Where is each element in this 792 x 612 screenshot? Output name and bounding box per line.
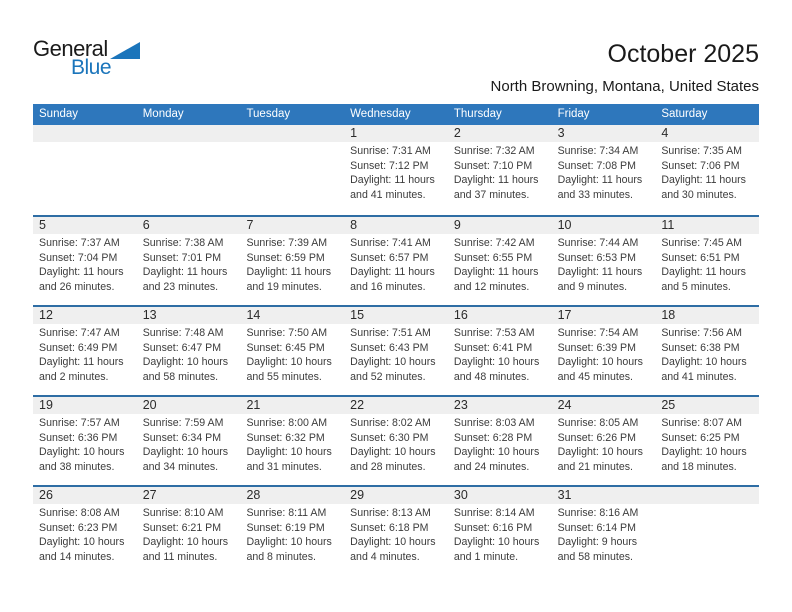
- day-number: 6: [137, 217, 241, 234]
- sun-info-line: and 14 minutes.: [39, 550, 115, 563]
- day-cell-4: [655, 125, 759, 215]
- sun-info-line: Sunset: 6:43 PM: [350, 341, 429, 354]
- sun-info-line: and 48 minutes.: [453, 370, 530, 383]
- sun-info-line: Sunrise: 8:13 AM: [350, 507, 431, 519]
- sun-info-line: and 33 minutes.: [557, 188, 633, 201]
- sun-info-line: Sunrise: 7:32 AM: [453, 145, 535, 157]
- sun-info-line: Daylight: 11 hours: [39, 266, 124, 279]
- day-cell-29: [344, 487, 448, 575]
- day-number: 15: [344, 307, 448, 324]
- sun-info-line: Daylight: 11 hours: [142, 266, 228, 279]
- sun-info-line: and 58 minutes.: [142, 370, 219, 383]
- sun-info-line: and 12 minutes.: [453, 280, 530, 293]
- logo-text-general: General: [33, 36, 108, 61]
- calendar-grid: [33, 104, 759, 575]
- day-sun-info: [33, 234, 137, 294]
- day-sun-info: [552, 324, 656, 384]
- day-sun-info: [552, 142, 656, 202]
- sun-info-line: Sunset: 6:47 PM: [142, 341, 222, 354]
- day-sun-info: [552, 414, 656, 474]
- sun-info-line: Sunrise: 8:08 AM: [39, 507, 120, 519]
- day-number: 13: [137, 307, 241, 324]
- day-sun-info: [448, 324, 552, 384]
- sun-info-line: Daylight: 11 hours: [453, 266, 539, 279]
- sun-info-line: and 21 minutes.: [557, 460, 633, 473]
- sun-info-line: Sunrise: 7:53 AM: [453, 327, 535, 339]
- sun-info-line: and 2 minutes.: [39, 370, 109, 383]
- day-cell-17: [552, 307, 656, 395]
- day-number: [137, 125, 241, 142]
- day-cell-27: [137, 487, 241, 575]
- sun-info-line: and 4 minutes.: [350, 550, 420, 563]
- sun-info-line: Daylight: 10 hours: [39, 536, 125, 549]
- sun-info-line: Daylight: 10 hours: [557, 446, 643, 459]
- day-sun-info: [240, 414, 344, 474]
- sun-info-line: and 26 minutes.: [39, 280, 115, 293]
- general-blue-logo: [33, 38, 163, 84]
- day-number: 31: [552, 487, 656, 504]
- day-sun-info: [655, 414, 759, 474]
- page-title: October 2025: [607, 40, 759, 68]
- weekday-header-thursday: Thursday: [453, 108, 502, 120]
- day-sun-info: [240, 142, 344, 144]
- sun-info-line: Sunrise: 7:37 AM: [39, 237, 120, 249]
- sun-info-line: Sunrise: 7:51 AM: [350, 327, 431, 339]
- day-number: 22: [344, 397, 448, 414]
- sun-info-line: Sunrise: 7:56 AM: [661, 327, 742, 339]
- week-row: [33, 125, 759, 215]
- sun-info-line: Sunrise: 7:35 AM: [661, 145, 742, 157]
- sun-info-line: Sunrise: 8:16 AM: [557, 507, 639, 519]
- day-number: 16: [448, 307, 552, 324]
- sun-info-line: Sunset: 6:28 PM: [453, 431, 533, 444]
- day-sun-info: [240, 504, 344, 564]
- sun-info-line: and 41 minutes.: [661, 370, 737, 383]
- sun-info-line: Sunrise: 7:34 AM: [557, 145, 639, 157]
- day-number: 5: [33, 217, 137, 234]
- day-number: 23: [448, 397, 552, 414]
- day-sun-info: [552, 234, 656, 294]
- day-number: [33, 125, 137, 142]
- sun-info-line: Daylight: 10 hours: [246, 446, 332, 459]
- weekday-header-friday: Friday: [557, 108, 590, 120]
- day-sun-info: [33, 504, 137, 564]
- day-cell-30: [448, 487, 552, 575]
- day-cell-empty: [33, 125, 137, 215]
- sun-info-line: Daylight: 9 hours: [557, 536, 638, 549]
- day-sun-info: [137, 324, 241, 384]
- day-cell-23: [448, 397, 552, 485]
- sun-info-line: Daylight: 10 hours: [453, 446, 540, 459]
- sun-info-line: and 1 minute.: [453, 550, 519, 563]
- day-sun-info: [137, 142, 241, 144]
- sun-info-line: Daylight: 10 hours: [350, 446, 436, 459]
- sun-info-line: Sunrise: 8:07 AM: [661, 417, 742, 429]
- sun-info-line: Daylight: 11 hours: [661, 266, 746, 279]
- sun-info-line: and 11 minutes.: [142, 550, 218, 563]
- sun-info-line: and 5 minutes.: [661, 280, 731, 293]
- sun-info-line: Daylight: 11 hours: [350, 266, 435, 279]
- sun-info-line: Sunrise: 7:54 AM: [557, 327, 639, 339]
- day-cell-28: [240, 487, 344, 575]
- sun-info-line: and 9 minutes.: [557, 280, 628, 293]
- day-cell-15: [344, 307, 448, 395]
- day-number: 11: [655, 217, 759, 234]
- day-number: 27: [137, 487, 241, 504]
- sun-info-line: Daylight: 10 hours: [453, 536, 540, 549]
- sun-info-line: Daylight: 11 hours: [39, 356, 124, 369]
- sun-info-line: Sunset: 6:18 PM: [350, 521, 429, 534]
- sun-info-line: and 28 minutes.: [350, 460, 426, 473]
- day-cell-11: [655, 217, 759, 305]
- day-sun-info: [137, 234, 241, 294]
- sun-info-line: Sunset: 6:30 PM: [350, 431, 429, 444]
- sun-info-line: and 52 minutes.: [350, 370, 426, 383]
- day-cell-empty: [137, 125, 241, 215]
- sun-info-line: and 18 minutes.: [661, 460, 737, 473]
- weekday-header-saturday: Saturday: [661, 108, 708, 120]
- sun-info-line: Sunrise: 8:03 AM: [453, 417, 535, 429]
- sun-info-line: Sunset: 7:06 PM: [661, 159, 740, 172]
- sun-info-line: and 16 minutes.: [350, 280, 426, 293]
- sun-info-line: Sunrise: 8:00 AM: [246, 417, 328, 429]
- sun-info-line: and 38 minutes.: [39, 460, 115, 473]
- day-sun-info: [33, 324, 137, 384]
- day-cell-20: [137, 397, 241, 485]
- sun-info-line: Sunset: 6:36 PM: [39, 431, 118, 444]
- sun-info-line: Sunset: 6:14 PM: [557, 521, 636, 534]
- day-number: 26: [33, 487, 137, 504]
- sun-info-line: Daylight: 10 hours: [350, 536, 436, 549]
- day-cell-19: [33, 397, 137, 485]
- sun-info-line: and 55 minutes.: [246, 370, 322, 383]
- sun-info-line: Sunset: 7:04 PM: [39, 251, 118, 264]
- day-sun-info: [33, 142, 137, 144]
- day-cell-6: [137, 217, 241, 305]
- day-cell-22: [344, 397, 448, 485]
- week-row: [33, 305, 759, 395]
- sun-info-line: Sunset: 6:55 PM: [453, 251, 533, 264]
- day-sun-info: [448, 504, 552, 564]
- sun-info-line: Sunset: 6:45 PM: [246, 341, 325, 354]
- day-cell-7: [240, 217, 344, 305]
- day-number: 12: [33, 307, 137, 324]
- day-cell-3: [552, 125, 656, 215]
- sun-info-line: and 8 minutes.: [246, 550, 316, 563]
- day-sun-info: [33, 414, 137, 474]
- day-sun-info: [344, 234, 448, 294]
- sun-info-line: Sunrise: 7:50 AM: [246, 327, 328, 339]
- weekday-header-sunday: Sunday: [39, 108, 79, 120]
- sun-info-line: Daylight: 11 hours: [350, 174, 435, 187]
- sun-info-line: Sunrise: 7:45 AM: [661, 237, 742, 249]
- day-number: [655, 487, 759, 504]
- sun-info-line: Daylight: 10 hours: [39, 446, 125, 459]
- day-number: 20: [137, 397, 241, 414]
- day-sun-info: [448, 142, 552, 202]
- sun-info-line: Daylight: 10 hours: [661, 356, 747, 369]
- day-sun-info: [344, 324, 448, 384]
- day-number: [240, 125, 344, 142]
- day-sun-info: [240, 324, 344, 384]
- sun-info-line: Sunset: 6:19 PM: [246, 521, 325, 534]
- day-sun-info: [344, 414, 448, 474]
- day-cell-16: [448, 307, 552, 395]
- sun-info-line: Sunrise: 7:41 AM: [350, 237, 431, 249]
- day-sun-info: [137, 504, 241, 564]
- day-cell-31: [552, 487, 656, 575]
- day-number: 1: [344, 125, 448, 142]
- day-cell-14: [240, 307, 344, 395]
- sun-info-line: Sunset: 6:51 PM: [661, 251, 740, 264]
- sun-info-line: Daylight: 11 hours: [557, 266, 643, 279]
- sun-info-line: Sunset: 6:25 PM: [661, 431, 740, 444]
- sun-info-line: Daylight: 10 hours: [557, 356, 643, 369]
- day-number: 30: [448, 487, 552, 504]
- sun-info-line: and 41 minutes.: [350, 188, 426, 201]
- sun-info-line: and 31 minutes.: [246, 460, 322, 473]
- sun-info-line: Daylight: 10 hours: [246, 536, 332, 549]
- sun-info-line: Sunset: 7:12 PM: [350, 159, 429, 172]
- sun-info-line: and 19 minutes.: [246, 280, 322, 293]
- sun-info-line: and 34 minutes.: [142, 460, 219, 473]
- day-cell-26: [33, 487, 137, 575]
- day-sun-info: [448, 234, 552, 294]
- week-row: [33, 215, 759, 305]
- day-sun-info: [344, 142, 448, 202]
- sun-info-line: Daylight: 11 hours: [246, 266, 332, 279]
- sun-info-line: Sunrise: 7:42 AM: [453, 237, 535, 249]
- sun-info-line: Sunset: 6:16 PM: [453, 521, 533, 534]
- sun-info-line: Daylight: 11 hours: [557, 174, 643, 187]
- day-number: 3: [552, 125, 656, 142]
- sun-info-line: Sunrise: 7:31 AM: [350, 145, 431, 157]
- day-number: 14: [240, 307, 344, 324]
- day-sun-info: [240, 234, 344, 294]
- sun-info-line: Sunrise: 8:14 AM: [453, 507, 535, 519]
- day-sun-info: [655, 504, 759, 506]
- sun-info-line: Sunrise: 8:05 AM: [557, 417, 639, 429]
- logo-text-blue: Blue: [71, 56, 112, 79]
- weekday-header-row: [33, 104, 759, 125]
- sun-info-line: Sunrise: 7:47 AM: [39, 327, 120, 339]
- sun-info-line: Daylight: 10 hours: [142, 446, 229, 459]
- day-number: 28: [240, 487, 344, 504]
- day-number: 4: [655, 125, 759, 142]
- day-number: 19: [33, 397, 137, 414]
- day-cell-empty: [655, 487, 759, 575]
- sun-info-line: Daylight: 10 hours: [246, 356, 332, 369]
- day-number: 25: [655, 397, 759, 414]
- day-number: 24: [552, 397, 656, 414]
- day-sun-info: [655, 234, 759, 294]
- day-sun-info: [655, 324, 759, 384]
- day-cell-9: [448, 217, 552, 305]
- sun-info-line: Sunrise: 7:48 AM: [142, 327, 224, 339]
- sun-info-line: Daylight: 11 hours: [453, 174, 539, 187]
- sun-info-line: Sunset: 7:08 PM: [557, 159, 636, 172]
- day-cell-24: [552, 397, 656, 485]
- day-number: 18: [655, 307, 759, 324]
- sun-info-line: and 37 minutes.: [453, 188, 530, 201]
- sun-info-line: Sunrise: 7:44 AM: [557, 237, 639, 249]
- sun-info-line: Sunset: 6:41 PM: [453, 341, 533, 354]
- sun-info-line: Sunset: 6:38 PM: [661, 341, 740, 354]
- day-sun-info: [344, 504, 448, 564]
- sun-info-line: Sunset: 6:34 PM: [142, 431, 222, 444]
- sun-info-line: Sunset: 6:39 PM: [557, 341, 636, 354]
- sun-info-line: Daylight: 10 hours: [142, 356, 229, 369]
- sun-info-line: Daylight: 10 hours: [142, 536, 229, 549]
- sun-info-line: Sunset: 7:01 PM: [142, 251, 222, 264]
- day-sun-info: [137, 414, 241, 474]
- sun-info-line: Daylight: 10 hours: [350, 356, 436, 369]
- day-number: 9: [448, 217, 552, 234]
- day-sun-info: [552, 504, 656, 564]
- day-number: 7: [240, 217, 344, 234]
- day-number: 2: [448, 125, 552, 142]
- sun-info-line: Sunset: 6:53 PM: [557, 251, 636, 264]
- day-sun-info: [448, 414, 552, 474]
- sun-info-line: Daylight: 11 hours: [661, 174, 746, 187]
- sun-info-line: and 24 minutes.: [453, 460, 530, 473]
- sun-info-line: Sunrise: 8:10 AM: [142, 507, 224, 519]
- sun-info-line: Sunset: 6:57 PM: [350, 251, 429, 264]
- sun-info-line: Sunset: 6:59 PM: [246, 251, 325, 264]
- day-cell-empty: [240, 125, 344, 215]
- sun-info-line: Sunrise: 7:38 AM: [142, 237, 224, 249]
- sun-info-line: Sunrise: 7:57 AM: [39, 417, 120, 429]
- sun-info-line: Sunset: 7:10 PM: [453, 159, 533, 172]
- day-cell-21: [240, 397, 344, 485]
- day-cell-13: [137, 307, 241, 395]
- sun-info-line: Sunset: 6:26 PM: [557, 431, 636, 444]
- day-cell-5: [33, 217, 137, 305]
- day-number: 8: [344, 217, 448, 234]
- day-number: 29: [344, 487, 448, 504]
- day-cell-18: [655, 307, 759, 395]
- day-number: 21: [240, 397, 344, 414]
- day-cell-1: [344, 125, 448, 215]
- day-cell-25: [655, 397, 759, 485]
- sun-info-line: Sunrise: 7:39 AM: [246, 237, 328, 249]
- day-cell-10: [552, 217, 656, 305]
- sun-info-line: Sunrise: 8:02 AM: [350, 417, 431, 429]
- day-cell-8: [344, 217, 448, 305]
- sun-info-line: Sunset: 6:21 PM: [142, 521, 222, 534]
- sun-info-line: Sunset: 6:23 PM: [39, 521, 118, 534]
- week-row: [33, 485, 759, 575]
- sun-info-line: and 58 minutes.: [557, 550, 633, 563]
- sun-info-line: Sunrise: 7:59 AM: [142, 417, 224, 429]
- day-cell-2: [448, 125, 552, 215]
- sun-info-line: Sunset: 6:49 PM: [39, 341, 118, 354]
- sun-info-line: Sunset: 6:32 PM: [246, 431, 325, 444]
- day-sun-info: [655, 142, 759, 202]
- day-number: 10: [552, 217, 656, 234]
- day-number: 17: [552, 307, 656, 324]
- logo-triangle-icon: [110, 42, 140, 59]
- sun-info-line: and 45 minutes.: [557, 370, 633, 383]
- sun-info-line: Daylight: 10 hours: [453, 356, 540, 369]
- weekday-header-tuesday: Tuesday: [246, 108, 291, 120]
- day-cell-12: [33, 307, 137, 395]
- sun-info-line: and 30 minutes.: [661, 188, 737, 201]
- week-row: [33, 395, 759, 485]
- sun-info-line: Daylight: 10 hours: [661, 446, 747, 459]
- sun-info-line: and 23 minutes.: [142, 280, 219, 293]
- weekday-header-monday: Monday: [142, 108, 184, 120]
- sun-info-line: Sunrise: 8:11 AM: [246, 507, 327, 519]
- page-subtitle: North Browning, Montana, United States: [490, 78, 759, 95]
- weekday-header-wednesday: Wednesday: [350, 108, 411, 120]
